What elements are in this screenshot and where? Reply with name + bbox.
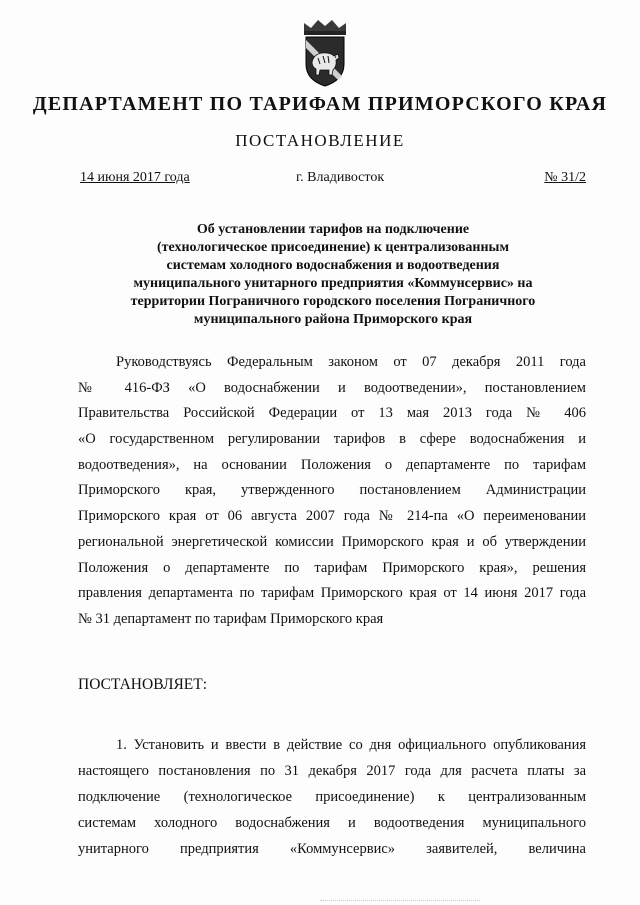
subject-line: территории Пограничного городского поселения Пограничного: [130, 294, 536, 309]
preamble-line: правления департамента по тарифам Приморского края от 14 июня 2017 года: [78, 585, 586, 602]
preamble-line: № 416-ФЗ «О водоснабжении и водоотведении», постановлением: [78, 379, 586, 396]
item-1-line: 1. Установить и ввести в действие со дня официального опубликования: [116, 737, 586, 753]
item-1-line: настоящего постановления по 31 декабря 2017 года для расчета платы за: [78, 763, 586, 779]
subject-line: муниципального унитарного предприятия «Коммунсервис» на: [133, 276, 533, 291]
preamble-line: водоотведения», на основании Положения о департаменте по тарифам: [78, 456, 586, 473]
subject-line: системам холодного водоснабжения и водоотведения: [166, 258, 500, 273]
page-edge-trace: [320, 900, 480, 902]
document-date: 14 июня 2017 года: [80, 170, 190, 185]
item-1-line: унитарного предприятия «Коммунсервис» заявителей, величина: [78, 841, 586, 857]
preamble-line: «О государственном регулировании тарифов в сфере водоснабжения и: [78, 431, 586, 448]
preamble-line: Приморского края от 06 августа 2007 года № 214-па «О переименовании: [78, 508, 586, 525]
document-number: № 31/2: [544, 170, 586, 185]
preamble-paragraph: [78, 350, 586, 633]
subject-line: муниципального района Приморского края: [193, 312, 473, 327]
department-title: ДЕПАРТАМЕНТ ПО ТАРИФАМ ПРИМОРСКОГО КРАЯ: [32, 93, 608, 115]
decree-word: ПОСТАНОВЛЯЕТ:: [78, 676, 208, 693]
subject-line: Об установлении тарифов на подключение: [196, 222, 470, 237]
document-subject: [80, 221, 586, 329]
subject-line: (технологическое присоединение) к централизованным: [157, 240, 509, 255]
item-1-paragraph: [78, 732, 586, 862]
document-city: г. Владивосток: [296, 170, 385, 185]
document-type: ПОСТАНОВЛЕНИЕ: [235, 131, 405, 150]
preamble-line: Руководствуясь Федеральным законом от 07 декабря 2011 года: [116, 354, 586, 370]
item-1-line: системам холодного водоснабжения и водоотведения муниципального: [78, 815, 586, 831]
preamble-line: Правительства Российской Федерации от 13 мая 2013 года № 406: [78, 405, 586, 422]
preamble-line: Положения о департаменте по тарифам Приморского края», решения: [78, 559, 586, 576]
primorsky-krai-coat-of-arms-icon: [296, 18, 354, 88]
preamble-line: региональной энергетической комиссии Приморского края и об утверждении: [78, 533, 586, 550]
preamble-line: № 31 департамент по тарифам Приморского края: [78, 610, 384, 627]
item-1-line: подключение (технологическое присоединение) к централизованным: [78, 789, 586, 805]
preamble-line: Приморского края, утвержденного постановлением Администрации: [78, 482, 586, 499]
